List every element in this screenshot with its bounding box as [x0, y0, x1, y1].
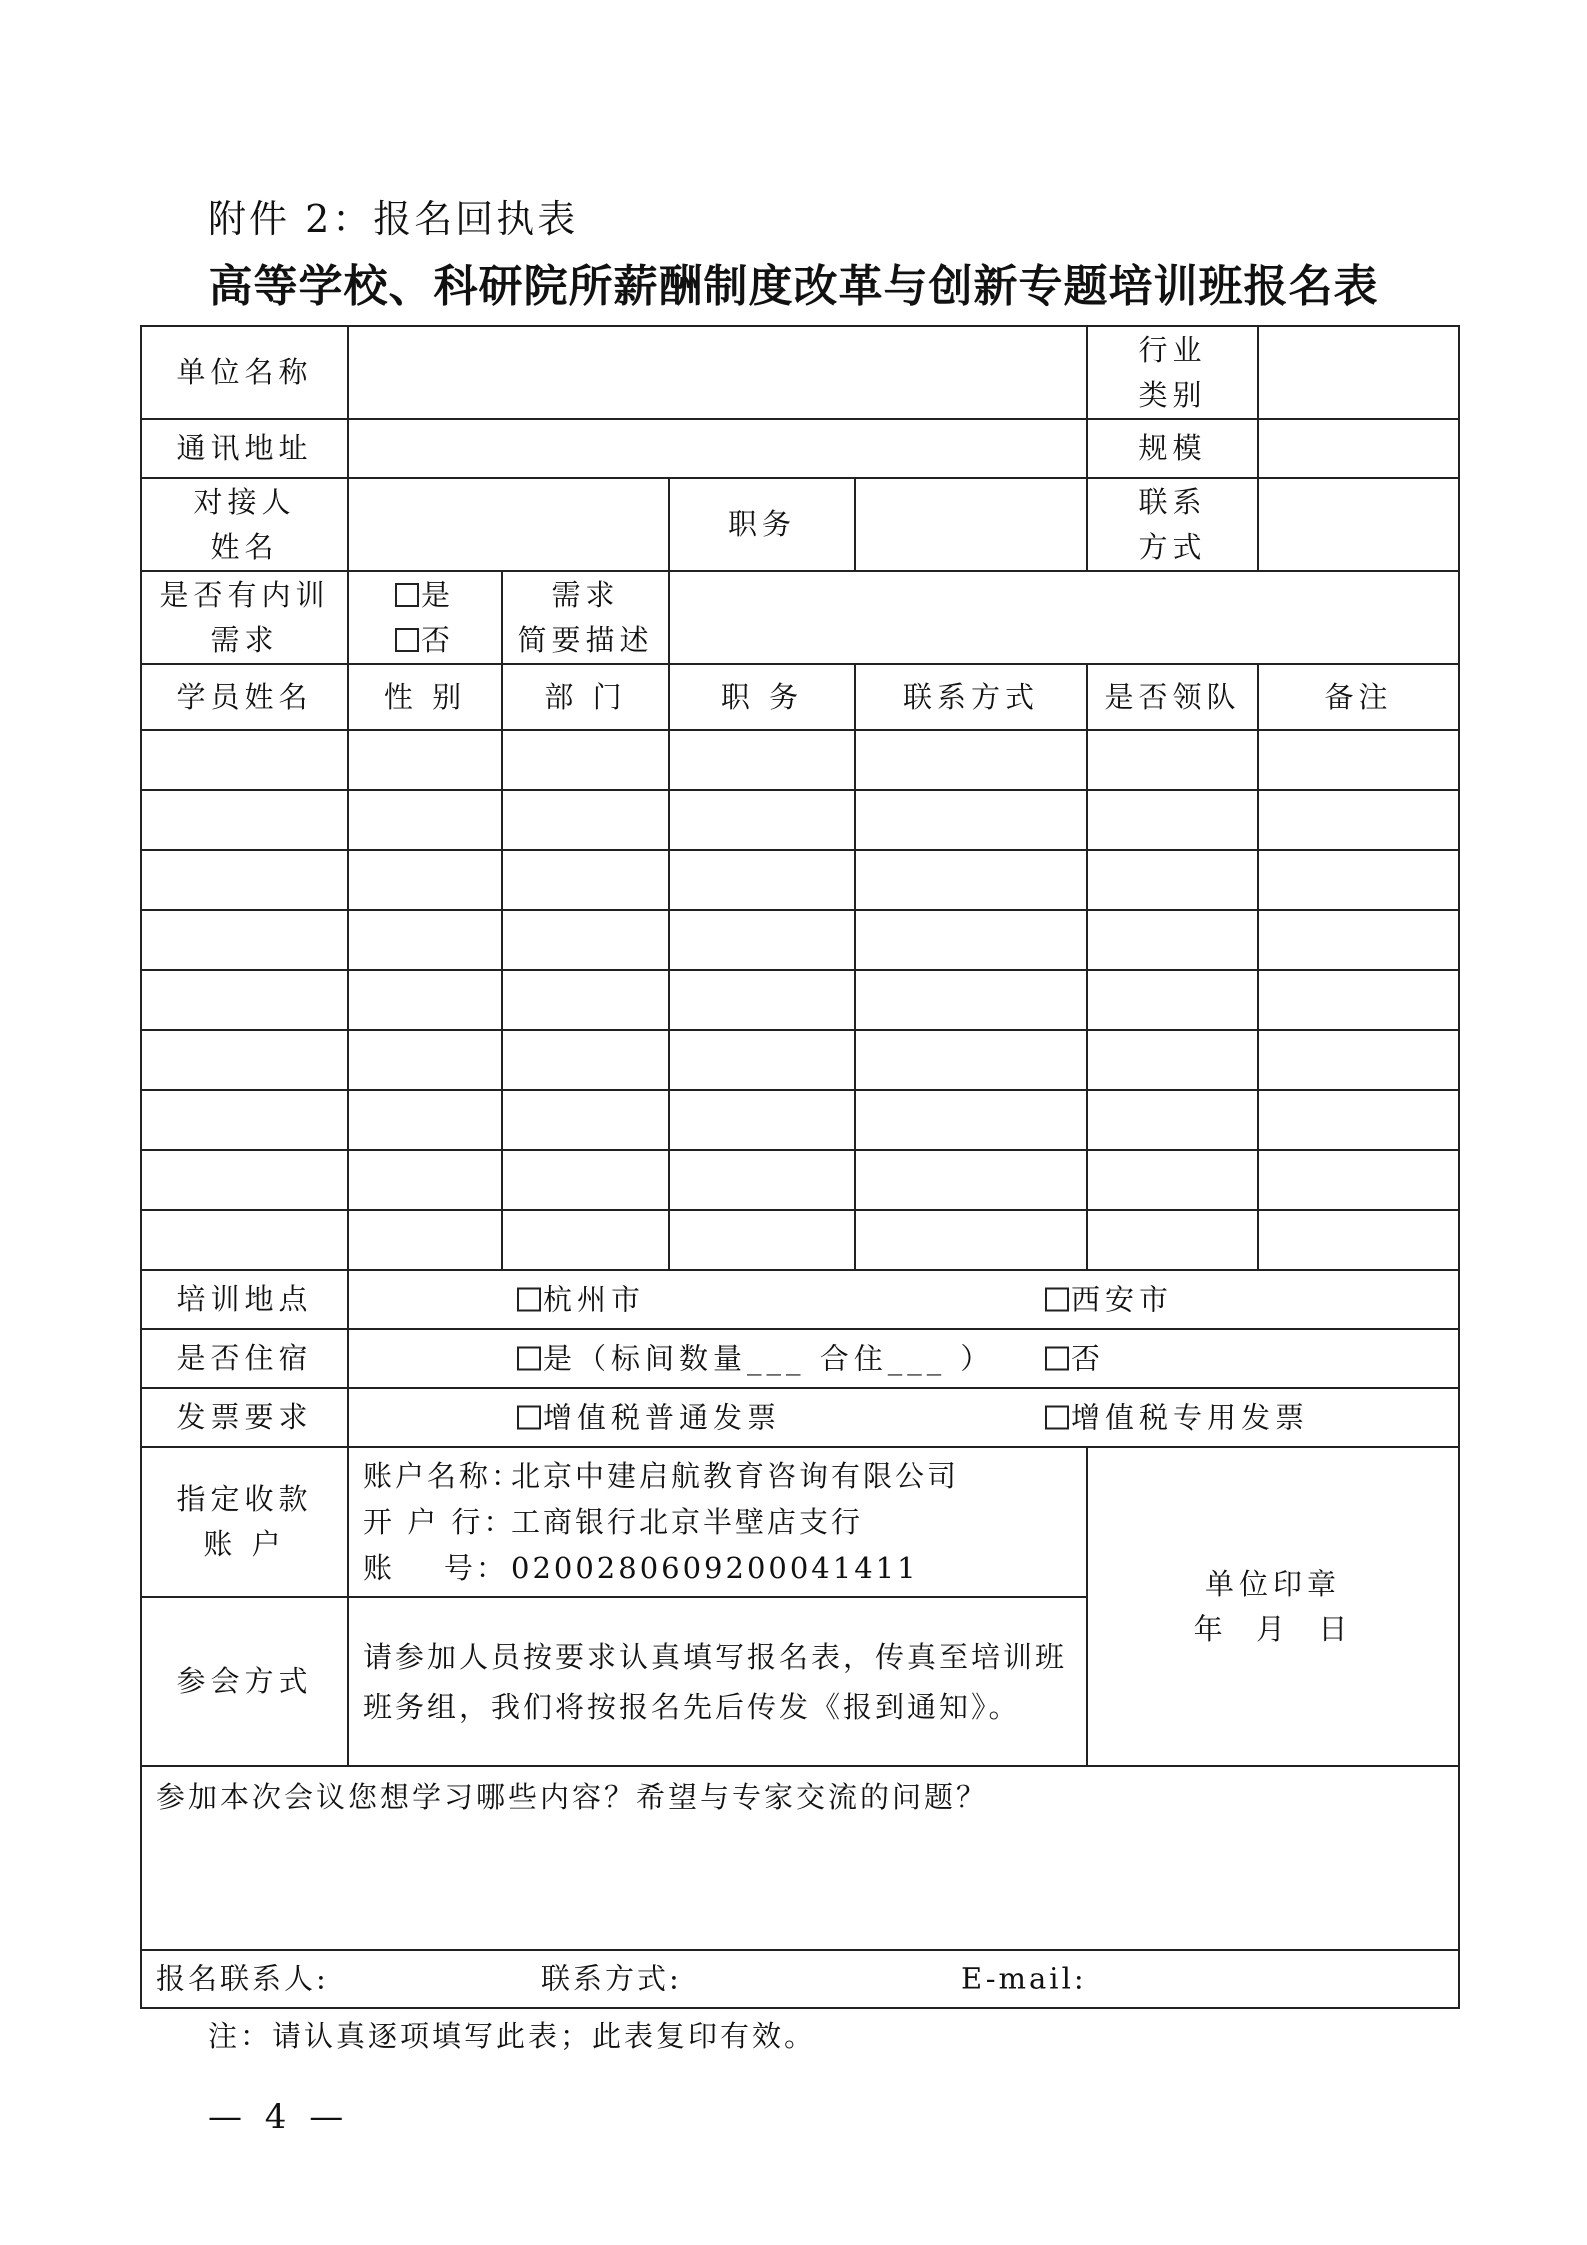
student-cell[interactable]	[1258, 850, 1459, 910]
checkbox-icon[interactable]	[517, 1405, 541, 1429]
student-header-row	[141, 664, 1459, 730]
student-cell[interactable]	[1258, 1150, 1459, 1210]
student-cell[interactable]	[502, 850, 669, 910]
seal-label: 单位印章	[1204, 1566, 1341, 1601]
invoice-option-general[interactable]: 增值税普通发票	[517, 1395, 781, 1440]
checkbox-icon[interactable]	[1045, 1346, 1069, 1370]
seal-date: 年 月 日	[1193, 1611, 1353, 1646]
student-cell[interactable]	[141, 1030, 348, 1090]
student-cell[interactable]	[1087, 1030, 1258, 1090]
lodging-row	[141, 1329, 1459, 1388]
unit-row	[141, 326, 1459, 419]
student-cell[interactable]	[669, 850, 855, 910]
student-cell[interactable]	[1258, 1210, 1459, 1270]
method-text: 请参加人员按要求认真填写报名表，传真至培训班班务组，我们将按报名先后传发《报到通知》。	[348, 1597, 1087, 1766]
student-cell[interactable]	[855, 970, 1087, 1030]
invoice-label: 发票要求	[141, 1388, 348, 1447]
student-cell[interactable]	[141, 910, 348, 970]
checkbox-icon[interactable]	[1045, 1405, 1069, 1429]
student-rows	[141, 730, 1459, 1270]
location-option-hangzhou[interactable]: 杭州市	[517, 1277, 645, 1322]
student-cell[interactable]	[669, 1030, 855, 1090]
checkbox-icon[interactable]	[395, 628, 419, 652]
contact-method-label: 联系 方式	[1087, 478, 1258, 571]
student-cell[interactable]	[1087, 1150, 1258, 1210]
address-row	[141, 419, 1459, 478]
student-row	[141, 910, 1459, 970]
student-row	[141, 1090, 1459, 1150]
student-cell[interactable]	[1087, 850, 1258, 910]
question-text[interactable]: 参加本次会议您想学习哪些内容？希望与专家交流的问题？	[141, 1766, 1459, 1950]
student-cell[interactable]	[855, 1210, 1087, 1270]
student-cell[interactable]	[141, 970, 348, 1030]
contact-person-input[interactable]	[348, 478, 669, 571]
student-cell[interactable]	[669, 1090, 855, 1150]
student-cell[interactable]	[502, 1030, 669, 1090]
student-cell[interactable]	[348, 1150, 502, 1210]
location-options	[348, 1270, 1459, 1329]
page-number: — 4 —	[208, 2097, 350, 2137]
position-label: 职务	[669, 478, 855, 571]
account-row	[141, 1447, 1459, 1597]
account-number-line: 账 号： 0200280609200041411	[363, 1551, 919, 1585]
col-position: 职 务	[669, 664, 855, 730]
lodging-option-no[interactable]: 否	[1045, 1336, 1105, 1381]
need-desc-input[interactable]	[669, 571, 1459, 664]
account-bank-line: 开 户 行：工商银行北京半壁店支行	[363, 1505, 864, 1539]
student-cell[interactable]	[855, 1030, 1087, 1090]
col-gender: 性 别	[348, 664, 502, 730]
student-row	[141, 1210, 1459, 1270]
option-no[interactable]: 否	[349, 618, 501, 663]
student-cell[interactable]	[669, 1150, 855, 1210]
student-row	[141, 1150, 1459, 1210]
account-details	[348, 1447, 1087, 1597]
form-title: 高等学校、科研院所薪酬制度改革与创新专题培训班报名表	[208, 261, 1379, 312]
student-cell[interactable]	[348, 970, 502, 1030]
student-cell[interactable]	[1087, 910, 1258, 970]
student-cell[interactable]	[669, 910, 855, 970]
industry-input[interactable]	[1258, 326, 1459, 419]
student-cell[interactable]	[348, 910, 502, 970]
invoice-option-special[interactable]: 增值税专用发票	[1045, 1395, 1309, 1440]
account-name-line: 账户名称：北京中建启航教育咨询有限公司	[363, 1459, 960, 1493]
student-cell[interactable]	[141, 850, 348, 910]
student-cell[interactable]	[669, 790, 855, 850]
registrant-label: 报名联系人:	[156, 1961, 329, 1996]
student-cell[interactable]	[855, 910, 1087, 970]
location-row	[141, 1270, 1459, 1329]
seal-area[interactable]	[1087, 1447, 1459, 1766]
registration-contact-cell	[141, 1950, 1459, 2008]
address-label: 通讯地址	[141, 419, 348, 478]
student-cell[interactable]	[855, 790, 1087, 850]
student-cell[interactable]	[141, 1090, 348, 1150]
student-cell[interactable]	[1258, 910, 1459, 970]
student-cell[interactable]	[1087, 1210, 1258, 1270]
student-cell[interactable]	[1258, 1030, 1459, 1090]
invoice-row	[141, 1388, 1459, 1447]
address-input[interactable]	[348, 419, 1087, 478]
student-cell[interactable]	[1087, 970, 1258, 1030]
student-cell[interactable]	[502, 970, 669, 1030]
col-remarks: 备注	[1258, 664, 1459, 730]
student-row	[141, 850, 1459, 910]
footnote: 注：请认真逐项填写此表；此表复印有效。	[208, 2019, 817, 2053]
lodging-option-yes[interactable]: 是（标间数量___ 合住___ ）	[517, 1336, 994, 1381]
registration-contact-row	[141, 1950, 1459, 2008]
option-yes[interactable]: 是	[349, 573, 501, 618]
student-cell[interactable]	[348, 1090, 502, 1150]
student-cell[interactable]	[348, 1030, 502, 1090]
col-student-name: 学员姓名	[141, 664, 348, 730]
student-cell[interactable]	[502, 1210, 669, 1270]
lodging-label: 是否住宿	[141, 1329, 348, 1388]
student-cell[interactable]	[1258, 790, 1459, 850]
student-cell[interactable]	[1258, 1090, 1459, 1150]
location-option-xian[interactable]: 西安市	[1045, 1277, 1173, 1322]
student-cell[interactable]	[1087, 730, 1258, 790]
student-cell[interactable]	[141, 1150, 348, 1210]
student-cell[interactable]	[1087, 790, 1258, 850]
student-cell[interactable]	[855, 730, 1087, 790]
industry-label: 行业 类别	[1087, 326, 1258, 419]
checkbox-icon[interactable]	[517, 1287, 541, 1311]
attachment-label: 附件 2：报名回执表	[208, 197, 579, 241]
question-row	[141, 1766, 1459, 1950]
student-row	[141, 790, 1459, 850]
checkbox-icon[interactable]	[1045, 1287, 1069, 1311]
email-label: E-mail:	[961, 1961, 1087, 1996]
checkbox-icon[interactable]	[395, 583, 419, 607]
student-cell[interactable]	[669, 970, 855, 1030]
internal-training-row	[141, 571, 1459, 664]
location-label: 培训地点	[141, 1270, 348, 1329]
student-row	[141, 1030, 1459, 1090]
invoice-options	[348, 1388, 1459, 1447]
col-contact: 联系方式	[855, 664, 1087, 730]
student-row	[141, 970, 1459, 1030]
student-cell[interactable]	[1258, 970, 1459, 1030]
need-desc-label: 需求 简要描述	[502, 571, 669, 664]
student-cell[interactable]	[141, 730, 348, 790]
student-cell[interactable]	[141, 1210, 348, 1270]
contact-method-input[interactable]	[1258, 478, 1459, 571]
student-cell[interactable]	[348, 730, 502, 790]
student-cell[interactable]	[855, 850, 1087, 910]
contact-person-label: 对接人 姓名	[141, 478, 348, 571]
student-cell[interactable]	[502, 910, 669, 970]
unit-name-label: 单位名称	[141, 326, 348, 419]
lodging-options	[348, 1329, 1459, 1388]
student-cell[interactable]	[502, 1090, 669, 1150]
internal-training-label: 是否有内训 需求	[141, 571, 348, 664]
student-cell[interactable]	[669, 1210, 855, 1270]
col-leader: 是否领队	[1087, 664, 1258, 730]
student-cell[interactable]	[348, 1210, 502, 1270]
student-cell[interactable]	[1258, 730, 1459, 790]
footer-contact-label: 联系方式:	[541, 1961, 682, 1996]
student-row	[141, 730, 1459, 790]
internal-training-options	[348, 571, 502, 664]
scale-label: 规模	[1087, 419, 1258, 478]
student-cell[interactable]	[855, 1090, 1087, 1150]
student-cell[interactable]	[502, 730, 669, 790]
student-cell[interactable]	[855, 1150, 1087, 1210]
student-cell[interactable]	[348, 850, 502, 910]
method-label: 参会方式	[141, 1597, 348, 1766]
registration-form-table	[140, 325, 1460, 2009]
unit-name-input[interactable]	[348, 326, 1087, 419]
account-label: 指定收款 账 户	[141, 1447, 348, 1597]
scale-input[interactable]	[1258, 419, 1459, 478]
student-cell[interactable]	[1087, 1090, 1258, 1150]
student-cell[interactable]	[141, 790, 348, 850]
student-cell[interactable]	[669, 730, 855, 790]
position-input[interactable]	[855, 478, 1087, 571]
student-cell[interactable]	[502, 790, 669, 850]
checkbox-icon[interactable]	[517, 1346, 541, 1370]
student-cell[interactable]	[502, 1150, 669, 1210]
contact-person-row	[141, 478, 1459, 571]
student-cell[interactable]	[348, 790, 502, 850]
col-department: 部 门	[502, 664, 669, 730]
